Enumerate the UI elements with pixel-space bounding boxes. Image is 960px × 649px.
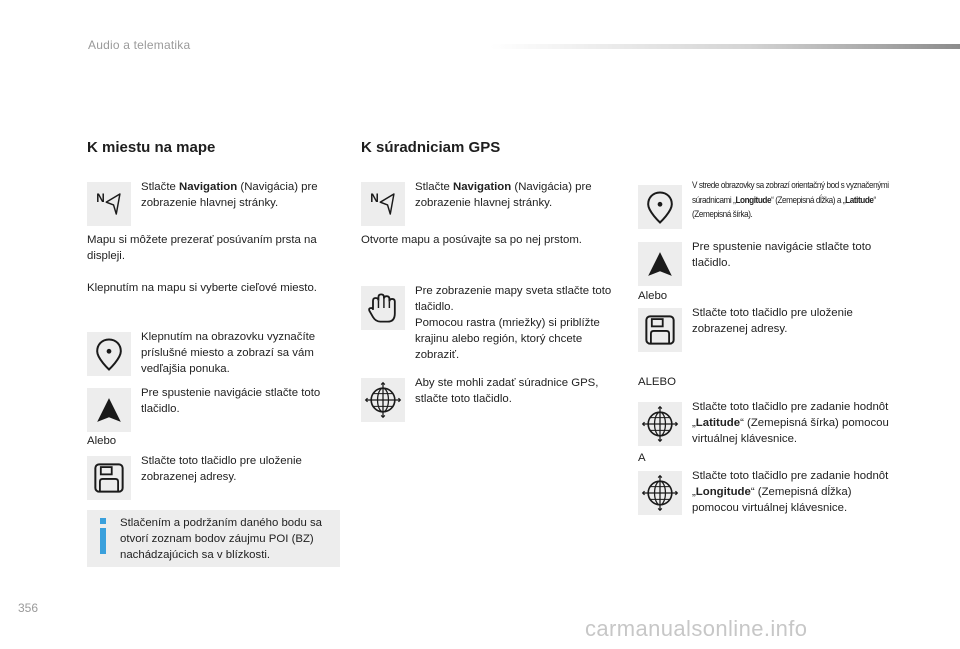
left-or-label: Alebo [87,435,117,447]
info-note-text: Stlačením a podržaním daného bodu sa otvorí zoznam bodov záujmu POI (BZ) nachádzajúcich sa v blízkosti. [120,517,323,561]
right-step-longitude: Stlačte toto tlačidlo pre zadanie hodnôt „Longitude“ (Zemepisná dĺžka) pomocou virtuálnej klávesnice. [692,470,889,514]
hand-pan-icon [361,286,405,330]
mid-step-world-map: Pre zobrazenie mapy sveta stlačte toto tlačidlo. Pomocou rastra (mriežky) si priblížte krajinu alebo región, ktorý chcete zobraziť. [415,285,612,361]
heading-map-location: K miestu na mape [87,139,216,156]
left-step-navigation: Stlačte Navigation (Navigácia) pre zobrazenie hlavnej stránky. [141,181,318,209]
header-gradient-bar [490,44,960,49]
mid-para-scroll: Otvorte mapu a posúvajte sa po nej prstom. [361,234,582,246]
section-title: Audio a telematika [88,38,191,52]
info-icon [99,518,107,554]
navigation-compass-icon [361,182,405,226]
save-floppy-icon [638,308,682,352]
mid-step-gps-input: Aby ste mohli zadať súradnice GPS, stlačte toto tlačidlo. [415,377,599,405]
left-para-scroll: Mapu si môžete prezerať posúvaním prsta na displeji. [87,234,317,262]
right-step-landmark: V strede obrazovky sa zobrazí orientačný bod s vyznačenými súradnicami „Longitude“ (Zemepisná dĺžka) a „Latitude“ (Zemepisná šírka). [692,180,889,220]
globe-grid-icon [361,378,405,422]
right-or-caps-label: ALEBO [638,376,676,388]
right-or-label: Alebo [638,290,668,302]
watermark-text: carmanualsonline.info [585,616,808,641]
map-pin-icon [638,185,682,229]
map-pin-icon [87,332,131,376]
right-step-start-navigation: Pre spustenie navigácie stlačte toto tlačidlo. [692,241,872,269]
globe-grid-icon [638,402,682,446]
left-step-save: Stlačte toto tlačidlo pre uloženie zobrazenej adresy. [141,455,302,483]
left-step-start-navigation: Pre spustenie navigácie stlačte toto tlačidlo. [141,387,321,415]
right-step-save: Stlačte toto tlačidlo pre uloženie zobrazenej adresy. [692,307,853,335]
page-number: 356 [18,601,39,615]
save-floppy-icon [87,456,131,500]
mid-step-navigation: Stlačte Navigation (Navigácia) pre zobrazenie hlavnej stránky. [415,181,592,209]
navigate-arrow-icon [87,388,131,432]
globe-grid-icon [638,471,682,515]
heading-gps-coordinates: K súradniciam GPS [361,139,501,156]
right-and-label: A [638,452,646,464]
right-step-latitude: Stlačte toto tlačidlo pre zadanie hodnôt „Latitude“ (Zemepisná šírka) pomocou virtuálnej klávesnice. [692,401,889,445]
left-para-select: Klepnutím na mapu si vyberte cieľové miesto. [87,282,317,294]
navigate-arrow-icon [638,242,682,286]
navigation-compass-icon [87,182,131,226]
left-step-pin: Klepnutím na obrazovku vyznačíte príslušné miesto a zobrazí sa vám vedľajšia ponuka. [141,331,316,375]
